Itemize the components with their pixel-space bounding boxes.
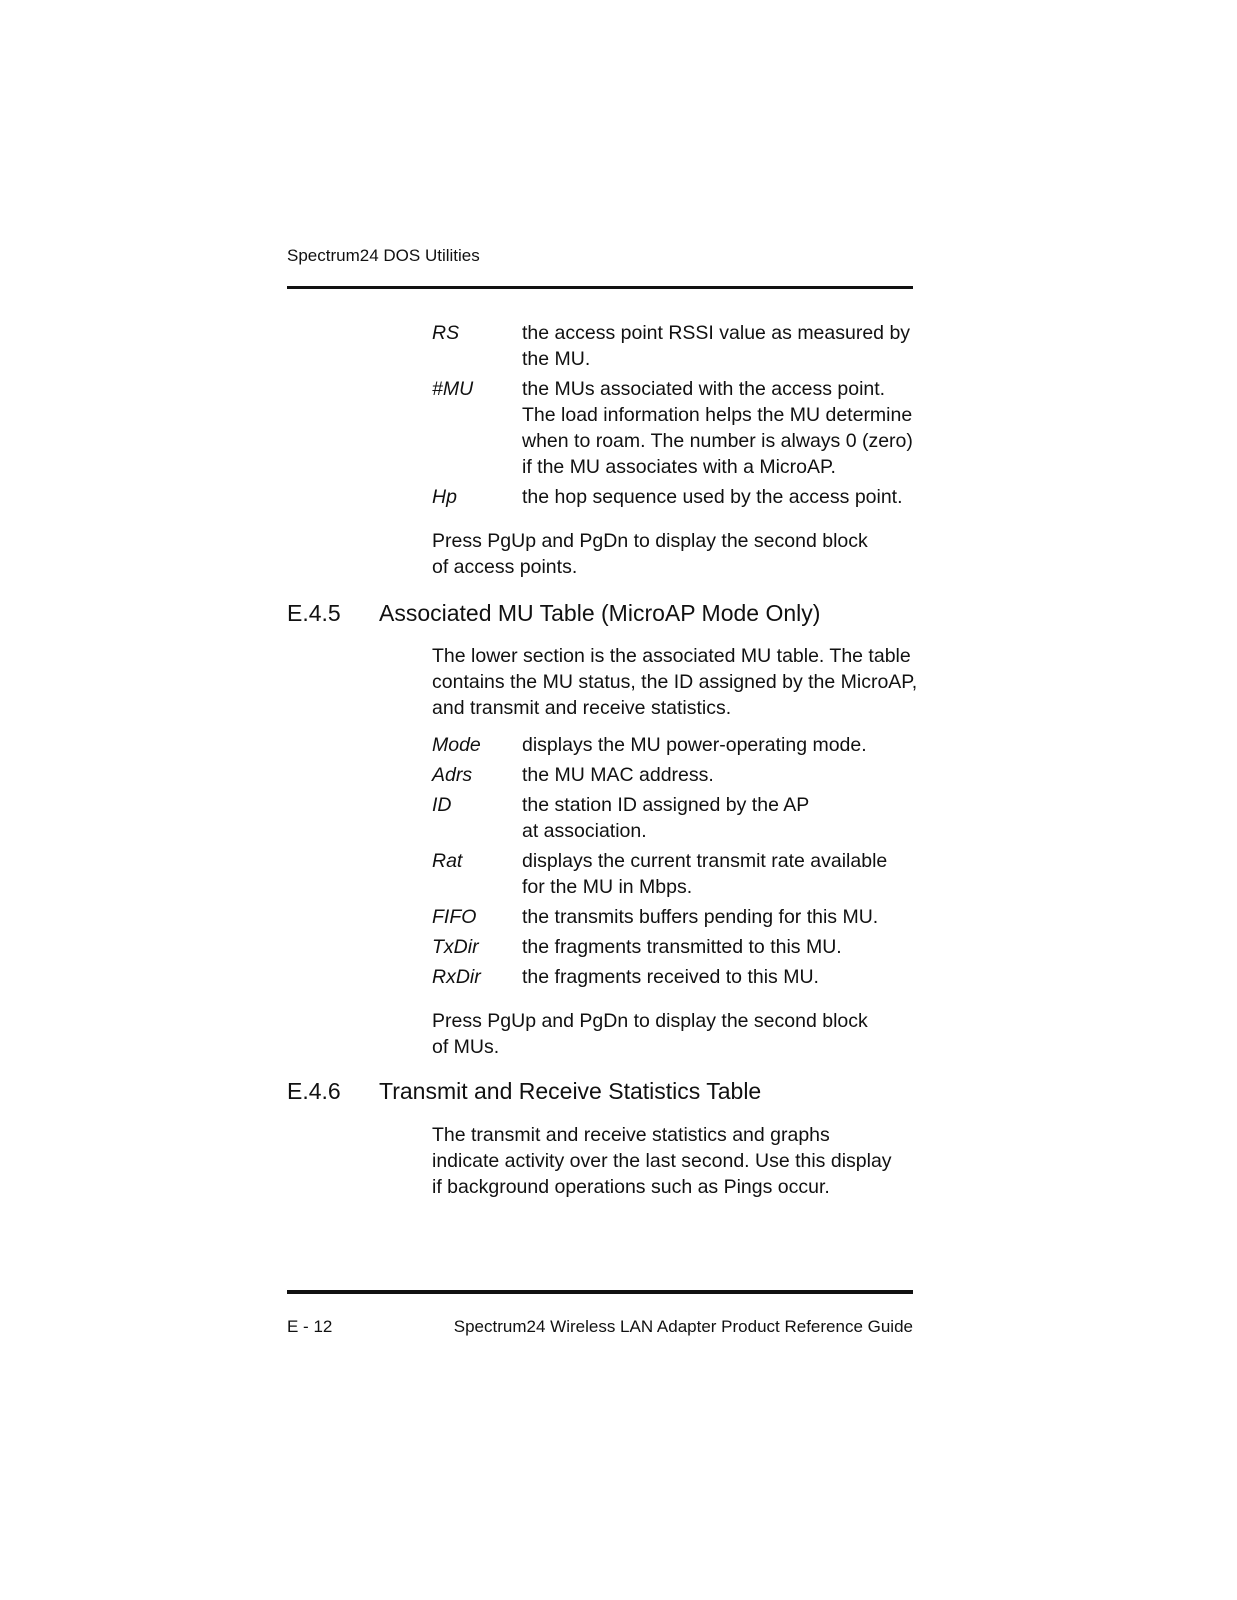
def-line: The load information helps the MU determine: [522, 404, 913, 426]
def-line: the hop sequence used by the access point.: [522, 486, 903, 508]
def-term: Mode: [432, 734, 481, 756]
def-desc: [522, 934, 922, 960]
section-e45-intro: [432, 643, 922, 721]
def-line: displays the current transmit rate available: [522, 850, 888, 872]
def-term: Adrs: [432, 764, 473, 786]
section-heading-e46: [287, 1078, 761, 1105]
running-header: Spectrum24 DOS Utilities: [287, 246, 480, 265]
section-number: E.4.5: [287, 600, 341, 626]
def-desc: [522, 904, 922, 930]
footer-rule: [287, 1290, 913, 1294]
ap-field-list: [432, 320, 922, 510]
def-term: ID: [432, 794, 452, 816]
def-desc: [522, 848, 922, 900]
def-line: the transmits buffers pending for this MU.: [522, 906, 879, 928]
def-line: displays the MU power-operating mode.: [522, 734, 867, 756]
para-line: Press PgUp and PgDn to display the second block: [432, 530, 868, 552]
def-desc: [522, 484, 922, 510]
def-row-rxdir: [432, 964, 922, 990]
def-line: at association.: [522, 820, 647, 842]
def-line: the fragments received to this MU.: [522, 966, 819, 988]
para-line: Press PgUp and PgDn to display the second block: [432, 1010, 868, 1032]
def-row-adrs: [432, 762, 922, 788]
para-line: contains the MU status, the ID assigned by the MicroAP,: [432, 671, 918, 693]
def-row-fifo: [432, 904, 922, 930]
header-rule: [287, 286, 913, 289]
para-line: The lower section is the associated MU table. The table: [432, 645, 911, 667]
def-term: Rat: [432, 850, 463, 872]
def-line: the access point RSSI value as measured by: [522, 322, 911, 344]
ap-note: [432, 528, 922, 580]
section-number: E.4.6: [287, 1078, 341, 1104]
def-row-mu: [432, 376, 922, 480]
section-e46-intro: [432, 1122, 922, 1200]
def-line: when to roam. The number is always 0 (zero): [522, 430, 913, 452]
def-row-mode: [432, 732, 922, 758]
def-desc: [522, 964, 922, 990]
def-desc: [522, 732, 922, 758]
def-line: for the MU in Mbps.: [522, 876, 693, 898]
def-row-txdir: [432, 934, 922, 960]
book-title: Spectrum24 Wireless LAN Adapter Product Reference Guide: [453, 1317, 913, 1336]
section-title: Associated MU Table (MicroAP Mode Only): [379, 600, 821, 626]
def-desc: [522, 762, 922, 788]
para-line: and transmit and receive statistics.: [432, 697, 732, 719]
def-term: #MU: [432, 378, 474, 400]
def-term: TxDir: [432, 936, 479, 958]
para-line: of access points.: [432, 556, 578, 578]
def-row-rs: [432, 320, 922, 372]
def-line: the MUs associated with the access point.: [522, 378, 886, 400]
def-line: if the MU associates with a MicroAP.: [522, 456, 836, 478]
def-line: the MU.: [522, 348, 591, 370]
def-row-id: [432, 792, 922, 844]
para-line: indicate activity over the last second. Use this display: [432, 1150, 892, 1172]
section-title: Transmit and Receive Statistics Table: [379, 1078, 762, 1104]
def-desc: [522, 376, 922, 480]
def-line: the MU MAC address.: [522, 764, 714, 786]
section-heading-e45: [287, 600, 820, 627]
def-desc: [522, 320, 922, 372]
def-line: the fragments transmitted to this MU.: [522, 936, 842, 958]
para-line: The transmit and receive statistics and graphs: [432, 1124, 830, 1146]
para-line: if background operations such as Pings occur.: [432, 1176, 830, 1198]
def-term: Hp: [432, 486, 457, 508]
def-line: the station ID assigned by the AP: [522, 794, 810, 816]
def-desc: [522, 792, 922, 844]
def-row-rat: [432, 848, 922, 900]
mu-field-list: [432, 732, 922, 990]
def-term: FIFO: [432, 906, 477, 928]
page-number: E - 12: [287, 1317, 333, 1336]
mu-note: [432, 1008, 922, 1060]
def-term: RxDir: [432, 966, 481, 988]
def-term: RS: [432, 322, 460, 344]
def-row-hp: [432, 484, 922, 510]
para-line: of MUs.: [432, 1036, 500, 1058]
